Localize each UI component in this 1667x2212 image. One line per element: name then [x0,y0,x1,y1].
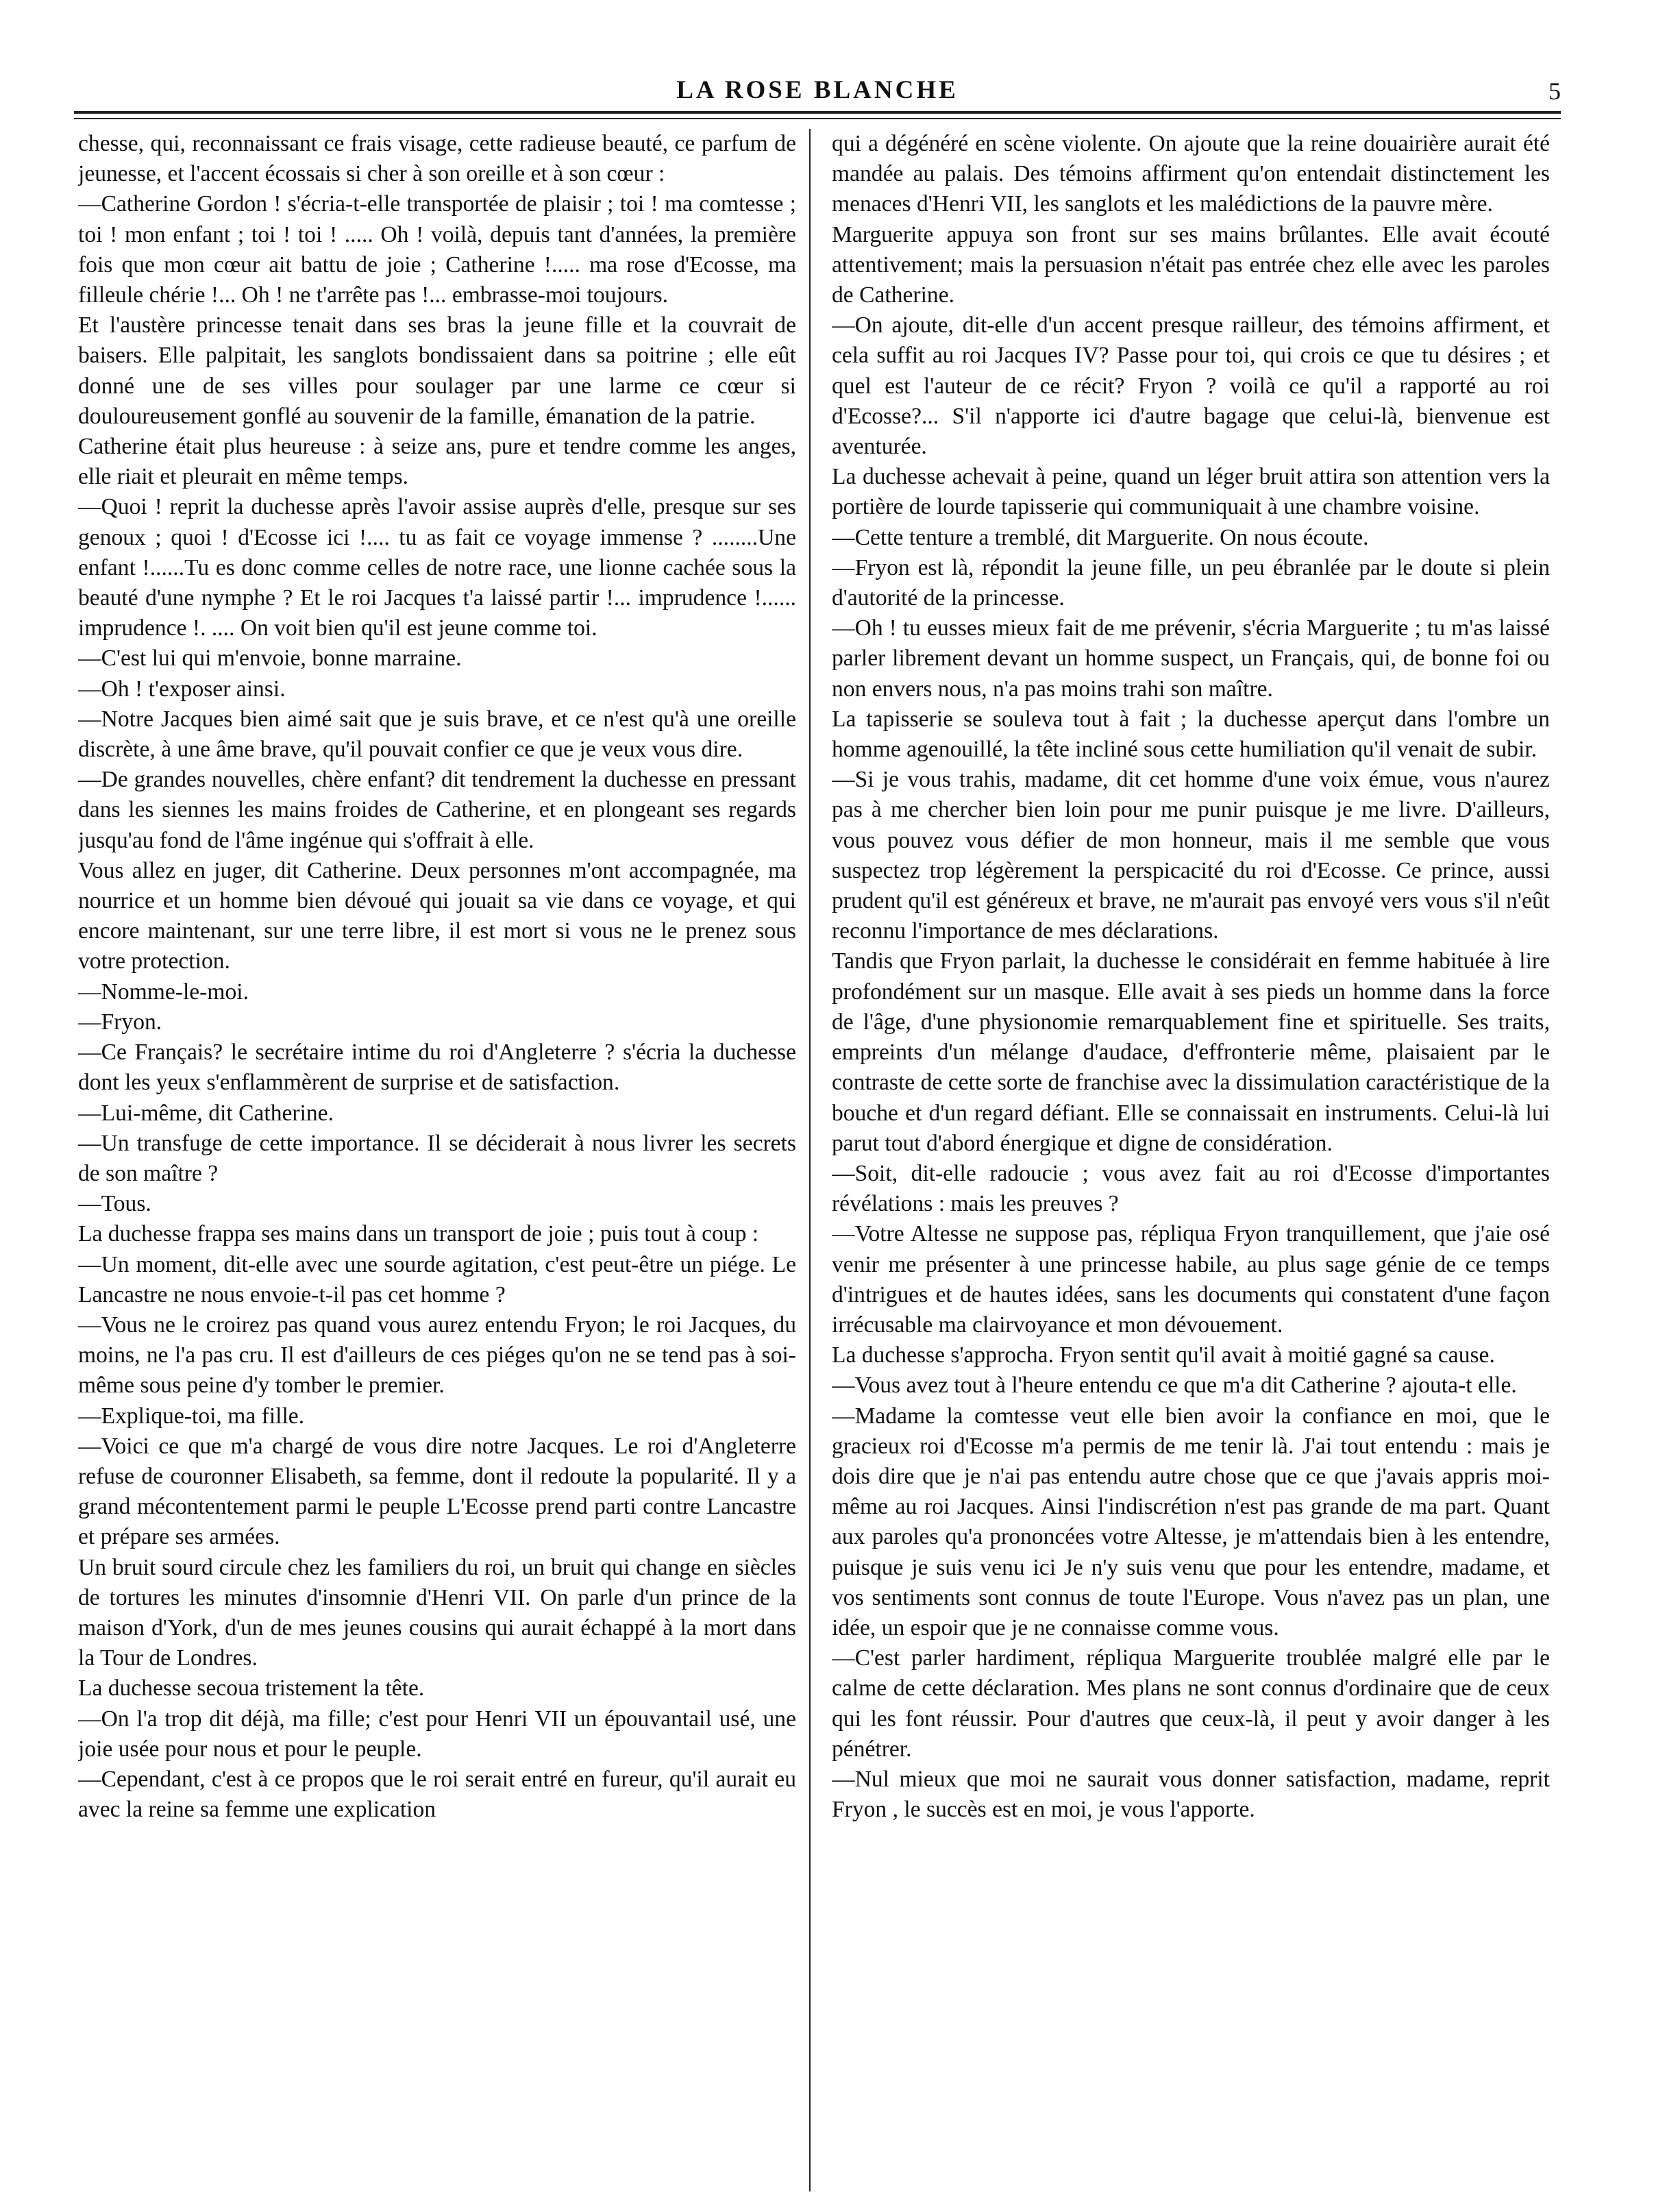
paragraph: —Cette tenture a tremblé, dit Marguerite. On nous écoute. [832,524,1369,550]
paragraph: —Cependant, c'est à ce propos que le roi serait entré en fureur, qu'il aurait eu avec la reine sa femme une explication [78,1766,796,1823]
paragraph: —Vous avez tout à l'heure entendu ce que m'a dit Catherine ? ajouta-t elle. [832,1373,1517,1399]
paragraph: —Catherine Gordon ! s'écria-t-elle transportée de plaisir ; toi ! ma comtesse ; toi ! mon enfant ; toi ! toi ! ..... Oh ! voilà, depuis tant d'années, la première fois que mon cœur ait battu de joie ; Catherine !..... ma rose d'Ecosse, ma filleule chérie !... Oh ! ne t'arrête pas !... embrasse-moi toujours. [78,191,796,308]
header-rule-thin [74,118,1561,119]
paragraph: —Madame la comtesse veut elle bien avoir la confiance en moi, que le gracieux roi d'Ecosse m'a permis de me tenir là. J'ai tout entendu : mais je dois dire que je n'ai pas entendu autre chose que ce que j'avais appris moi-même au roi Jacques. Ainsi l'indiscrétion n'est pas grande de ma part. Quant aux paroles qu'a prononcées votre Altesse, je m'attendais bien à les entendre, puisque je suis venu ici Je n'y suis venu que pour les entendre, madame, et vos sentiments sont connus de toute l'Europe. Vous n'avez pas un plan, une idée, un espoir que je ne connaisse comme vous. [832,1403,1550,1640]
paragraph: —On ajoute, dit-elle d'un accent presque railleur, des témoins affirment, et cela suffit au roi Jacques IV? Passe pour toi, qui crois ce que tu désires ; et quel est l'auteur de ce récit? Fryon ? voilà ce qu'il a rapporté au roi d'Ecosse?... S'il n'apporte ici d'autre bagage que celui-là, bienvenue est aventurée. [832,312,1550,460]
paragraph: La duchesse s'approcha. Fryon sentit qu'il avait à moitié gagné sa cause. [832,1342,1495,1368]
paragraph: —Voici ce que m'a chargé de vous dire notre Jacques. Le roi d'Angleterre refuse de couronner Elisabeth, sa femme, dont il redoute la popularité. Il y a grand mécontentement parmi le peuple L'Ecosse prend parti contre Lancastre et prépare ses armées. [78,1433,796,1550]
paragraph: —Fryon est là, répondit la jeune fille, un peu ébranlée par le doute si plein d'autorité de la princesse. [832,554,1550,611]
paragraph: Vous allez en juger, dit Catherine. Deux personnes m'ont accompagnée, ma nourrice et un homme bien dévoué qui jouait sa vie dans ce voyage, et qui encore maintenant, sur une terre libre, il est mort si vous ne le prenez sous votre protection. [78,857,796,974]
paragraph: La duchesse secoua tristement la tête. [78,1675,425,1701]
paragraph: qui a dégénéré en scène violente. On ajoute que la reine douairière aurait été mandée au palais. Des témoins affirment qu'on entendait distinctement les menaces d'Henri VII, les sanglots et les malédictions de la pauvre mère. [832,131,1550,217]
paragraph: —Tous. [78,1191,151,1217]
right-column [832,129,1550,2191]
paragraph: —Soit, dit-elle radoucie ; vous avez fait au roi d'Ecosse d'importantes révélations : mais les preuves ? [832,1160,1550,1217]
paragraph: —Ce Français? le secrétaire intime du roi d'Angleterre ? s'écria la duchesse dont les yeux s'enflammèrent de surprise et de satisfaction. [78,1040,796,1096]
paragraph: chesse, qui, reconnaissant ce frais visage, cette radieuse beauté, ce parfum de jeunesse, et l'accent écossais si cher à son oreille et à son cœur : [78,131,796,187]
paragraph: —Notre Jacques bien aimé sait que je suis brave, et ce n'est qu'à une oreille discrète, à une âme brave, qu'il pouvait confier ce que je veux vous dire. [78,706,796,763]
paragraph: Tandis que Fryon parlait, la duchesse le considérait en femme habituée à lire profondément sur un masque. Elle avait à ses pieds un homme dans la force de l'âge, d'une physionomie remarquablement fine et spirituelle. Ses traits, empreints d'un mélange d'audace, d'effronterie même, plaisaient par le contraste de cette sorte de franchise avec la dissimulation caractéristique de la bouche et d'un regard défiant. Elle se connaissait en instruments. Celui-là lui parut tout d'abord énergique et digne de considération. [832,948,1550,1156]
header-rule-thick [74,111,1561,114]
paragraph: La tapisserie se souleva tout à fait ; la duchesse aperçut dans l'ombre un homme agenouillé, la tête incliné sous cette humiliation qu'il venait de subir. [832,706,1550,763]
paragraph: —Si je vous trahis, madame, dit cet homme d'une voix émue, vous n'aurez pas à me chercher bien loin pour me punir puisque je me livre. D'ailleurs, vous pouvez vous défier de mon honneur, mais il me semble que vous suspectez trop légèrement la perspicacité du roi d'Ecosse. Ce prince, aussi prudent qu'il est généreux et brave, ne m'aurait pas envoyé vers vous s'il n'eût reconnu l'importance de mes déclarations. [832,767,1550,944]
paragraph: —C'est parler hardiment, répliqua Marguerite troublée malgré elle par le calme de cette déclaration. Mes plans ne sont connus d'ordinaire que de ceux qui les font réussir. Pour d'autres que ceux-là, il peut y avoir danger à les pénétrer. [832,1645,1550,1762]
paragraph: —C'est lui qui m'envoie, bonne marraine. [78,646,462,672]
paragraph: —Lui-même, dit Catherine. [78,1100,334,1126]
newspaper-title: LA ROSE BLANCHE [676,76,959,104]
paragraph: —Nul mieux que moi ne saurait vous donner satisfaction, madame, reprit Fryon , le succès est en moi, je vous l'apporte. [832,1766,1550,1823]
page-number: 5 [1548,77,1561,105]
paragraph: Un bruit sourd circule chez les familiers du roi, un bruit qui change en siècles de tortures les minutes d'insomnie d'Henri VII. On parle d'un prince de la maison d'York, d'un de mes jeunes cousins qui aurait échappé à la mort dans la Tour de Londres. [78,1554,796,1671]
paragraph: —Nomme-le-moi. [78,979,249,1005]
paragraph: —Quoi ! reprit la duchesse après l'avoir assise auprès d'elle, presque sur ses genoux ; quoi ! d'Ecosse ici !.... tu as fait ce voyage immense ? ........Une enfant !......Tu es donc comme celles de notre race, une lionne cachée sous la beauté d'une nymphe ? Et le roi Jacques t'a laissé partir !... imprudence !...... imprudence !. .... On voit bien qu'il est jeune comme toi. [78,494,796,641]
paragraph: —Vous ne le croirez pas quand vous aurez entendu Fryon; le roi Jacques, du moins, ne l'a pas cru. Il est d'ailleurs de ces piéges qu'on ne se tend pas à soi-même sous peine d'y tomber le premier. [78,1312,796,1399]
paragraph: —On l'a trop dit déjà, ma fille; c'est pour Henri VII un épouvantail usé, une joie usée pour nous et pour le peuple. [78,1706,796,1762]
paragraph: —Un moment, dit-elle avec une sourde agitation, c'est peut-être un piége. Le Lancastre ne nous envoie-t-il pas cet homme ? [78,1251,796,1307]
paragraph: —Explique-toi, ma fille. [78,1403,305,1429]
paragraph: La duchesse achevait à peine, quand un léger bruit attira son attention vers la portière de lourde tapisserie qui communiquait à une chambre voisine. [832,464,1550,520]
paragraph: Marguerite appuya son front sur ses mains brûlantes. Elle avait écouté attentivement; mais la persuasion n'était pas entrée chez elle avec les paroles de Catherine. [832,221,1550,308]
paragraph: —Oh ! t'exposer ainsi. [78,676,286,702]
page-header [74,74,1561,115]
paragraph: Catherine était plus heureuse : à seize ans, pure et tendre comme les anges, elle riait et pleurait en même temps. [78,434,796,490]
paragraph: —De grandes nouvelles, chère enfant? dit tendrement la duchesse en pressant dans les siennes les mains froides de Catherine, et en plongeant ses regards jusqu'au fond de l'âme ingénue qui s'offrait à elle. [78,767,796,853]
paragraph: Et l'austère princesse tenait dans ses bras la jeune fille et la couvrait de baisers. Elle palpitait, les sanglots bondissaient dans sa poitrine ; elle eût donné une de ses villes pour soulager par une larme ce cœur si douloureusement gonflé au souvenir de la famille, émanation de la patrie. [78,312,796,429]
left-column [78,129,796,2191]
paragraph: —Fryon. [78,1009,162,1035]
paragraph: La duchesse frappa ses mains dans un transport de joie ; puis tout à coup : [78,1221,759,1247]
paragraph: —Votre Altesse ne suppose pas, répliqua Fryon tranquillement, que j'aie osé venir me présenter à une princesse habile, au plus sage génie de ce temps d'intrigues et de hautes idées, sans les documents qui constatent d'une façon irrécusable ma clairvoyance et mon dévouement. [832,1221,1550,1338]
column-divider [809,129,811,2191]
paragraph: —Un transfuge de cette importance. Il se déciderait à nous livrer les secrets de son maître ? [78,1130,796,1186]
paragraph: —Oh ! tu eusses mieux fait de me prévenir, s'écria Marguerite ; tu m'as laissé parler librement devant un homme suspect, un Français, qui, de bonne foi ou non envers nous, n'a pas moins trahi son maître. [832,615,1550,702]
